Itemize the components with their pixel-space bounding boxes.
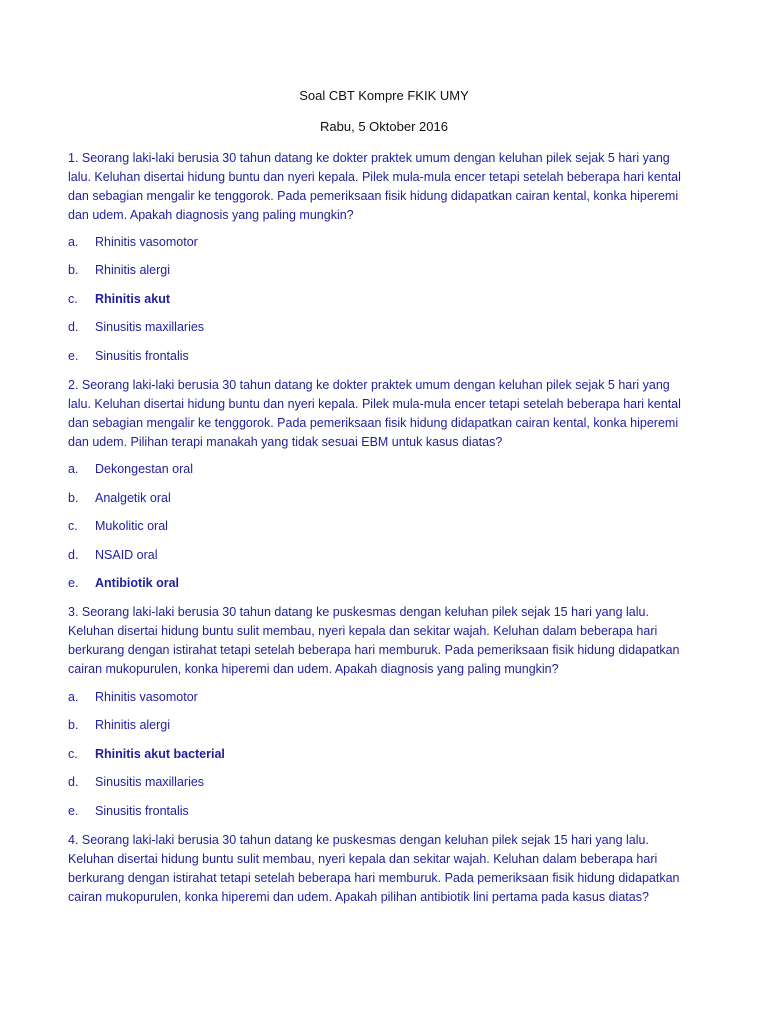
question-3-option-b	[68, 716, 170, 734]
option-text: Rhinitis akut bacterial	[95, 747, 225, 761]
option-text: Sinusitis maxillaries	[95, 775, 205, 789]
question-3-option-c	[68, 745, 225, 763]
question-3-option-a	[68, 688, 198, 706]
option-text: Rhinitis alergi	[95, 263, 171, 277]
question-2-option-b	[68, 489, 171, 507]
option-text: NSAID oral	[95, 548, 158, 562]
question-1-option-e	[68, 347, 189, 365]
question-1-option-c	[68, 290, 170, 308]
option-letter: d.	[68, 775, 79, 789]
question-1-option-b	[68, 261, 170, 279]
option-letter: a.	[68, 462, 79, 476]
question-4-text: 4. Seorang laki-laki berusia 30 tahun datang ke puskesmas dengan keluhan pilek sejak 15 hari yang lalu. Keluhan disertai hidung buntu sulit membau, nyeri kepala dan sekitar wajah. Keluhan dalam beberapa hari berkurang dengan istirahat tetapi setelah beberapa hari memburuk. Pada pemeriksaan fisik hidung didapatkan cairan mukopurulen, konka hiperemi dan udem. Apakah pilihan antibiotik lini pertama pada kasus diatas?	[68, 833, 680, 904]
option-text: Analgetik oral	[95, 491, 171, 505]
question-1-option-d	[68, 318, 204, 336]
question-2-option-e	[68, 574, 179, 592]
option-text: Dekongestan oral	[95, 462, 193, 476]
option-letter: d.	[68, 548, 79, 562]
question-3-option-e	[68, 802, 189, 820]
option-letter: b.	[68, 491, 79, 505]
question-1-option-a	[68, 233, 198, 251]
question-2-text: 2. Seorang laki-laki berusia 30 tahun datang ke dokter praktek umum dengan keluhan pilek sejak 5 hari yang lalu. Keluhan disertai hidung buntu dan nyeri kepala. Pilek mula-mula encer tetapi setelah beberapa hari kental dan sebagian mengalir ke tenggorok. Pada pemeriksaan fisik hidung didapatkan cairan kental, konka hiperemi dan udem. Pilihan terapi manakah yang tidak sesuai EBM untuk kasus diatas?	[68, 378, 681, 449]
document-date: Rabu, 5 Oktober 2016	[320, 119, 448, 134]
option-text: Sinusitis frontalis	[95, 349, 189, 363]
option-letter: c.	[68, 747, 78, 761]
option-text: Rhinitis vasomotor	[95, 235, 198, 249]
option-text: Antibiotik oral	[95, 576, 180, 590]
option-letter: e.	[68, 349, 79, 363]
document-title: Soal CBT Kompre FKIK UMY	[299, 88, 469, 103]
option-letter: b.	[68, 263, 79, 277]
option-letter: a.	[68, 235, 79, 249]
question-2-option-d	[68, 546, 158, 564]
option-text: Sinusitis frontalis	[95, 804, 189, 818]
option-text: Rhinitis akut	[95, 292, 171, 306]
question-2-option-a	[68, 460, 193, 478]
question-1-text: 1. Seorang laki-laki berusia 30 tahun datang ke dokter praktek umum dengan keluhan pilek sejak 5 hari yang lalu. Keluhan disertai hidung buntu dan nyeri kepala. Pilek mula-mula encer tetapi setelah beberapa hari kental dan sebagian mengalir ke tenggorok. Pada pemeriksaan fisik hidung didapatkan cairan kental, konka hiperemi dan udem. Apakah diagnosis yang paling mungkin?	[68, 151, 681, 222]
option-letter: e.	[68, 576, 79, 590]
option-text: Rhinitis alergi	[95, 718, 171, 732]
option-letter: c.	[68, 292, 78, 306]
option-text: Rhinitis vasomotor	[95, 690, 198, 704]
question-3-text: 3. Seorang laki-laki berusia 30 tahun datang ke puskesmas dengan keluhan pilek sejak 15 hari yang lalu. Keluhan disertai hidung buntu sulit membau, nyeri kepala dan sekitar wajah. Keluhan dalam beberapa hari berkurang dengan istirahat tetapi setelah beberapa hari memburuk. Pada pemeriksaan fisik hidung didapatkan cairan mukopurulen, konka hiperemi dan udem. Apakah diagnosis yang paling mungkin?	[68, 605, 680, 676]
option-letter: d.	[68, 320, 79, 334]
option-letter: a.	[68, 690, 79, 704]
question-2-option-c	[68, 517, 168, 535]
option-text: Sinusitis maxillaries	[95, 320, 205, 334]
option-text: Mukolitic oral	[95, 519, 168, 533]
question-3-option-d	[68, 773, 204, 791]
option-letter: b.	[68, 718, 79, 732]
option-letter: e.	[68, 804, 79, 818]
option-letter: c.	[68, 519, 78, 533]
